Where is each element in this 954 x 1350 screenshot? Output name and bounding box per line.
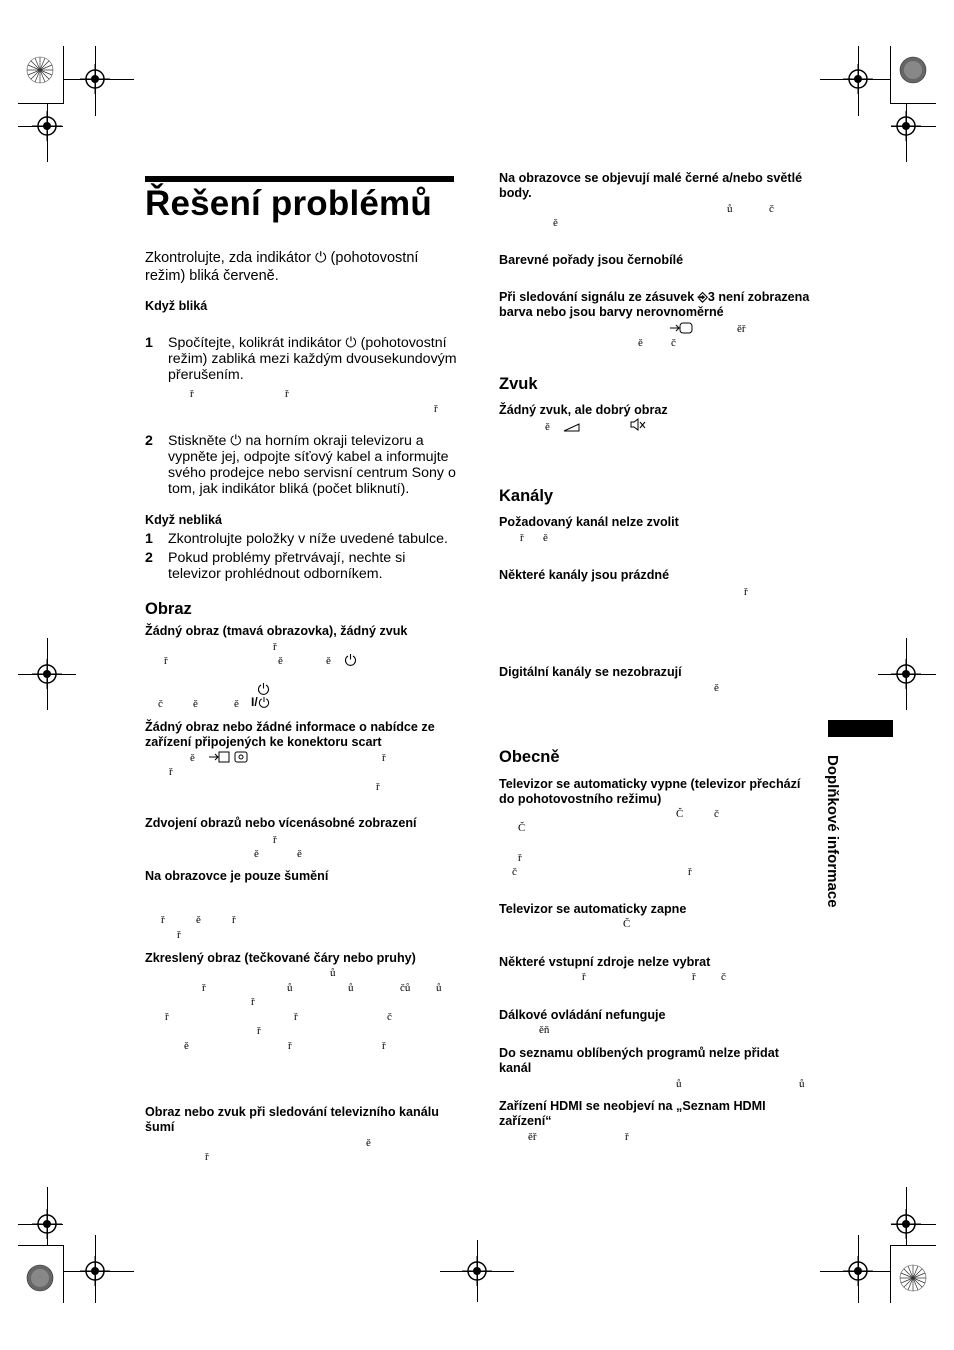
side-tab-marker [828,720,893,737]
registration-mark [843,1256,873,1286]
step-number: 2 [145,550,153,566]
text-fragment: ě [326,655,331,667]
intro-text: Zkontrolujte, zda indikátor ⏻ (pohotovostní režim) bliká červeně. [145,250,419,284]
noblink-step-1: Zkontrolujte položky v níže uvedené tabulce. [168,531,448,547]
text-fragment: ě [366,1137,371,1149]
noblink-step-2: Pokud problémy přetrvávají, nechte si televizor prohlédnout odborníkem. [168,550,406,582]
problem-item: Obraz nebo zvuk při sledování televizního kanálu šumí [145,1105,439,1134]
text-fragment: ř [688,866,692,878]
text-fragment: ř [190,388,194,400]
text-fragment: ů [287,982,293,994]
text-fragment: ě [184,1040,189,1052]
registration-mark [843,64,873,94]
registration-mark [80,1256,110,1286]
when-blinking-heading: Když bliká [145,299,208,313]
text-fragment: ě [553,217,558,229]
text-fragment: ě [190,752,195,764]
text-fragment: ě [545,421,550,433]
problem-item: Televizor se automaticky vypne (televizor přechází do pohotovostního režimu) [499,777,801,806]
section-heading-obraz: Obraz [145,600,192,618]
text-fragment: ř [692,971,696,983]
text-fragment: ěň [539,1024,550,1036]
text-fragment: Č [623,918,631,930]
page-title: Řešení problémů [145,184,432,223]
text-fragment: č [721,971,726,983]
text-fragment: č [714,808,719,820]
text-fragment: ř [177,929,181,941]
step-number: 1 [145,531,153,547]
problem-item: Některé kanály jsou prázdné [499,568,670,582]
text-fragment: ř [273,834,277,846]
registration-mark [891,1209,921,1239]
blink-step-2: Stiskněte ⏻ na horním okraji televizoru a vypněte jej, odpojte síťový kabel a informujte svého prodejce nebo servisní centrum Sony o tom, jak indikátor bliká (počet bliknutí). [168,433,456,497]
text-fragment: ř [169,766,173,778]
text-fragment: ř [202,982,206,994]
text-fragment: ů [330,967,336,979]
scart-icon [234,750,248,768]
text-fragment: ř [434,403,438,415]
text-fragment: ě [196,914,201,926]
text-fragment: č [387,1011,392,1023]
section-heading-kanaly: Kanály [499,487,554,505]
text-fragment: ř [294,1011,298,1023]
problem-item: Zkreslený obraz (tečkované čáry nebo pruhy) [145,951,416,965]
registration-mark [891,111,921,141]
problem-item: Při sledování signálu ze zásuvek ⎆3 není zobrazena barva nebo jsou barvy nerovnoměrné [499,290,810,319]
text-fragment: ř [164,655,168,667]
color-star [899,56,927,84]
text-fragment: ř [232,914,236,926]
side-tab-label: Doplňkové informace [824,755,841,908]
text-fragment: čů [400,982,411,994]
text-fragment: Č [676,808,684,820]
problem-item: Televizor se automaticky zapne [499,902,687,916]
text-fragment: ů [799,1078,805,1090]
text-fragment: ř [518,852,522,864]
text-fragment: ř [205,1151,209,1163]
problem-item: Zařízení HDMI se neobjeví na „Seznam HDMI zařízení“ [499,1099,766,1128]
volume-icon [563,420,581,438]
registration-mark [32,659,62,689]
problem-item: Digitální kanály se nezobrazují [499,665,682,679]
text-fragment: č [671,337,676,349]
registration-mark [32,111,62,141]
text-fragment: ř [382,752,386,764]
text-fragment: ř [273,641,277,653]
text-fragment: č [158,698,163,710]
problem-item: Dálkové ovládání nefunguje [499,1008,666,1022]
problem-item: Na obrazovce se objevují malé černé a/nebo světlé body. [499,171,803,200]
text-fragment: ř [382,1040,386,1052]
text-fragment: ě [297,848,302,860]
text-fragment: ů [348,982,354,994]
text-fragment: ř [582,971,586,983]
problem-item: Barevné pořady jsou černobílé [499,253,684,267]
text-fragment: ě [638,337,643,349]
problem-item: Požadovaný kanál nelze zvolit [499,515,679,529]
section-heading-obecne: Obecně [499,748,560,766]
text-fragment: ř [625,1131,629,1143]
mute-icon [630,418,646,436]
text-fragment: Č [518,822,526,834]
problem-item: Zdvojení obrazů nebo vícenásobné zobrazení [145,816,417,830]
step-number: 1 [145,335,153,351]
section-heading-zvuk: Zvuk [499,375,538,393]
text-fragment: ě [278,655,283,667]
problem-item: Do seznamu oblíbených programů nelze přidat kanál [499,1046,779,1075]
color-star [26,56,54,84]
input-icon [209,750,231,768]
text-fragment: ů [436,982,442,994]
text-fragment: ěř [528,1131,537,1143]
text-fragment: ř [251,996,255,1008]
text-fragment: ř [161,914,165,926]
step-number: 2 [145,433,153,449]
power-toggle-icon: I/ [251,695,270,709]
power-icon [344,653,357,671]
text-fragment: č [512,866,517,878]
color-star [899,1264,927,1292]
problem-item: Na obrazovce je pouze šumění [145,869,329,883]
registration-mark [32,1209,62,1239]
problem-item: Žádný obraz (tmavá obrazovka), žádný zvuk [145,624,408,638]
registration-mark [462,1256,492,1286]
problem-item: Žádný obraz nebo žádné informace o nabídce ze zařízení připojených ke konektoru scart [145,720,435,749]
text-fragment: ř [285,388,289,400]
text-fragment: ř [288,1040,292,1052]
text-fragment: č [769,203,774,215]
text-fragment: ě [254,848,259,860]
blink-step-1: Spočítejte, kolikrát indikátor ⏻ (pohotovostní režim) zabliká mezi každým dvousekundovým přerušením. [168,335,457,383]
text-fragment: ř [257,1025,261,1037]
when-not-blinking-heading: Když nebliká [145,513,222,527]
text-fragment: ě [234,698,239,710]
text-fragment: ě [193,698,198,710]
text-fragment: ř [376,781,380,793]
problem-item: Některé vstupní zdroje nelze vybrat [499,955,711,969]
registration-mark [80,64,110,94]
text-fragment: ě [714,682,719,694]
text-fragment: ů [676,1078,682,1090]
problem-item: Žádný zvuk, ale dobrý obraz [499,403,668,417]
text-fragment: ěř [737,323,746,335]
color-star [26,1264,54,1292]
text-fragment: ů [727,203,733,215]
registration-mark [891,659,921,689]
text-fragment: ř [744,586,748,598]
text-fragment: ř [520,532,524,544]
text-fragment: ř [165,1011,169,1023]
text-fragment: ě [543,532,548,544]
